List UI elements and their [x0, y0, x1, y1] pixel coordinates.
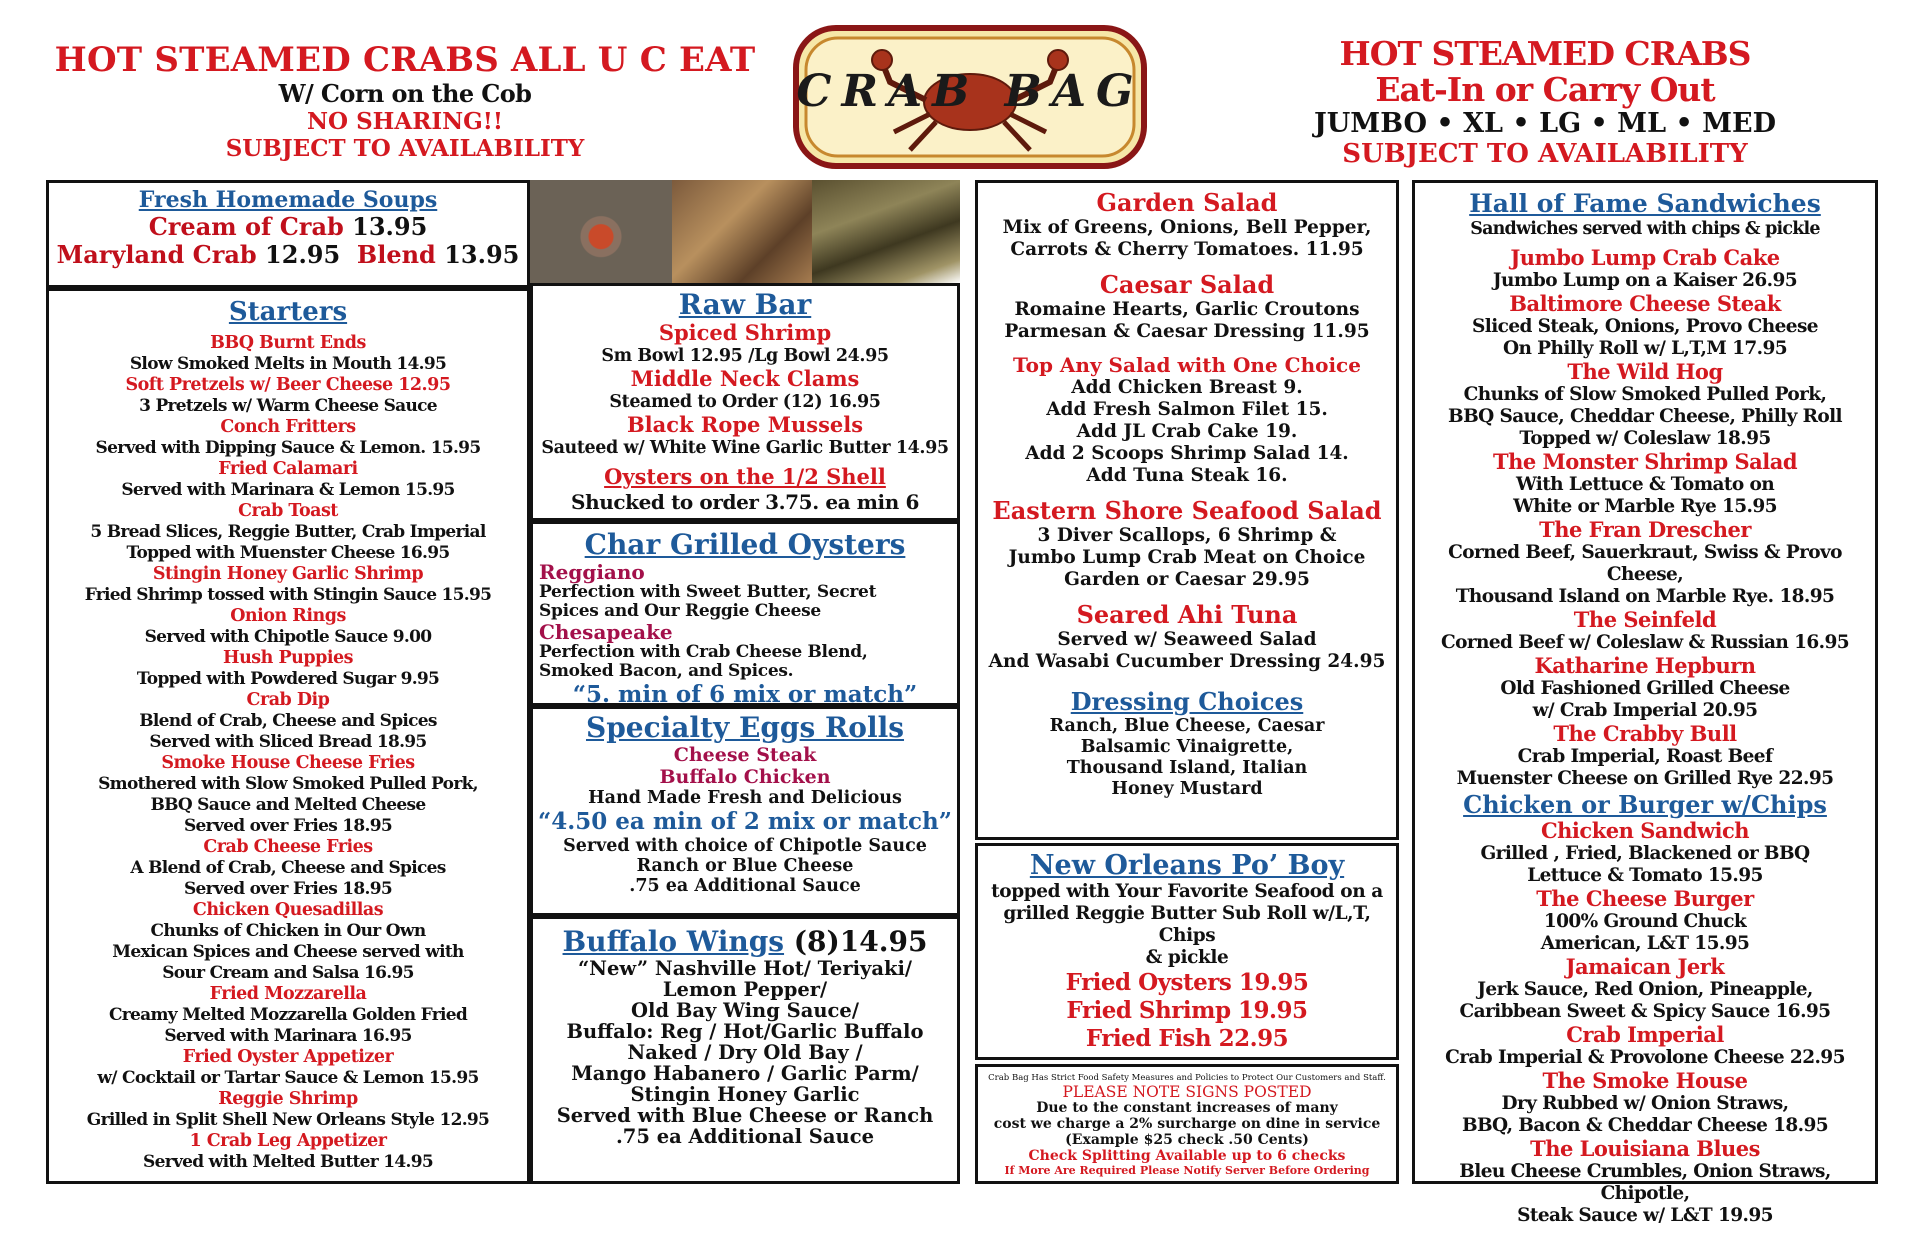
item-desc: Thousand Island, Italian: [1066, 758, 1308, 778]
item-desc: Balsamic Vinaigrette,: [1080, 737, 1294, 757]
item-name: Buffalo Chicken: [659, 766, 831, 788]
wings-list: [533, 958, 957, 1147]
item-desc: Old Fashioned Grilled Cheese: [1500, 678, 1790, 699]
item-desc: Topped with Muenster Cheese 16.95: [126, 543, 450, 563]
item-name: Middle Neck Clams: [630, 366, 860, 391]
item-desc: Muenster Cheese on Grilled Rye 22.95: [1456, 768, 1834, 789]
item-desc: Served with choice of Chipotle Sauce: [563, 836, 927, 856]
wings-line: Lemon Pepper/: [662, 978, 828, 1001]
item-name: Spiced Shrimp: [658, 320, 832, 345]
item-name: The Fran Drescher: [1539, 517, 1751, 542]
item-desc: 5 Bread Slices, Reggie Butter, Crab Imperial: [90, 522, 486, 542]
item-name: 1 Crab Leg Appetizer: [189, 1131, 387, 1151]
item-desc: w/ Cocktail or Tartar Sauce & Lemon 15.95: [97, 1068, 479, 1088]
item-desc: Sliced Steak, Onions, Provo Cheese: [1472, 316, 1818, 337]
soup-price: 12.95: [265, 240, 341, 269]
wings-line: Stingin Honey Garlic: [630, 1083, 860, 1106]
item-desc: .75 ea Additional Sauce: [629, 876, 861, 896]
sandwich-item: [1415, 1069, 1875, 1137]
item-desc: grilled Reggie Butter Sub Roll w/L,T, Chips: [1003, 903, 1371, 946]
starter-item: [49, 690, 527, 753]
item-name: Crab Toast: [238, 501, 338, 521]
header-right-line1: HOT STEAMED CRABS: [1339, 34, 1751, 73]
item-name: Crab Imperial: [1566, 1022, 1724, 1047]
ahi-tuna-title: Seared Ahi Tuna: [1076, 600, 1298, 629]
item-desc: Spices and Our Reggie Cheese: [539, 601, 821, 621]
wings-line: “New” Nashville Hot/ Teriyaki/: [577, 957, 913, 980]
raw-bar-item: [533, 321, 957, 367]
poboy-section: [975, 843, 1399, 1060]
item-desc: Hand Made Fresh and Delicious: [588, 788, 902, 808]
item-desc: 3 Diver Scallops, 6 Shrimp &: [1037, 525, 1337, 546]
item-desc: Crab Imperial & Provolone Cheese 22.95: [1445, 1047, 1845, 1068]
garden-salad-title: Garden Salad: [1096, 188, 1278, 217]
poboy-item: Fried Fish 22.95: [1085, 1025, 1289, 1052]
sandwich-item: [1415, 246, 1875, 292]
notice-line: Crab Bag Has Strict Food Safety Measures and Policies to Protect Our Customers and Staff.: [988, 1073, 1386, 1083]
wings-line: Mango Habanero / Garlic Parm/: [571, 1062, 919, 1085]
header-right-line2: Eat-In or Carry Out: [1375, 70, 1715, 109]
sandwich-item: [1415, 1023, 1875, 1069]
item-desc: Fried Shrimp tossed with Stingin Sauce 15.95: [84, 585, 492, 605]
item-name: Reggie Shrimp: [218, 1089, 358, 1109]
item-desc: On Philly Roll w/ L,T,M 17.95: [1502, 338, 1788, 359]
item-desc: Parmesan & Caesar Dressing 11.95: [1004, 321, 1370, 342]
item-name: Hush Puppies: [223, 648, 353, 668]
poboy-item: Fried Shrimp 19.95: [1066, 997, 1308, 1024]
soup-line-1: [49, 213, 527, 241]
item-name: BBQ Burnt Ends: [210, 333, 366, 353]
item-desc: Carrots & Cherry Tomatoes. 11.95: [1010, 239, 1364, 260]
item-name: Crab Cheese Fries: [203, 837, 373, 857]
item-desc: Romaine Hearts, Garlic Croutons: [1014, 299, 1360, 320]
notice-line: Due to the constant increases of many: [1036, 1100, 1338, 1116]
item-desc: Chunks of Chicken in Our Own: [150, 921, 426, 941]
egg-rolls-note: “4.50 ea min of 2 mix or match”: [538, 808, 952, 835]
raw-bar-item: [533, 367, 957, 413]
soups-section: [46, 180, 530, 288]
soup-name: Blend: [356, 240, 436, 269]
sandwich-item: [1415, 608, 1875, 654]
oyster-photo-part: [812, 180, 960, 283]
sandwich-item: [1415, 292, 1875, 360]
item-desc: With Lettuce & Tomato on: [1515, 474, 1775, 495]
item-desc: Corned Beef, Sauerkraut, Swiss & Provo Cheese,: [1448, 542, 1842, 585]
eastern-shore-title: Eastern Shore Seafood Salad: [992, 496, 1382, 525]
raw-bar-title: Raw Bar: [678, 288, 812, 321]
wings-line: Served with Blue Cheese or Ranch: [556, 1104, 934, 1127]
egg-rolls-section: [530, 706, 960, 916]
item-desc: Thousand Island on Marble Rye. 18.95: [1455, 586, 1835, 607]
item-desc: American, L&T 15.95: [1540, 933, 1750, 954]
header-left-line3: NO SHARING!!: [307, 108, 503, 135]
item-name: The Louisiana Blues: [1530, 1136, 1760, 1161]
sandwich-item: [1415, 360, 1875, 450]
item-desc: BBQ Sauce, Cheddar Cheese, Philly Roll: [1448, 406, 1842, 427]
sandwiches-section: [1412, 180, 1878, 1226]
logo-text: CRAB BAG: [796, 66, 1144, 117]
poboy-item: Fried Oysters 19.95: [1065, 969, 1309, 996]
item-desc: Creamy Melted Mozzarella Golden Fried: [108, 1005, 468, 1025]
sandwiches-subtitle: Sandwiches served with chips & pickle: [1470, 219, 1820, 239]
item-name: Onion Rings: [230, 606, 346, 626]
notice-line: If More Are Required Please Notify Server Before Ordering: [1004, 1164, 1370, 1177]
item-name: Fried Oyster Appetizer: [182, 1047, 394, 1067]
sandwich-item: [1415, 518, 1875, 608]
item-desc: Topped with Powdered Sugar 9.95: [136, 669, 440, 689]
item-desc: Grilled , Fried, Blackened or BBQ: [1480, 843, 1810, 864]
chicken-burger-title: Chicken or Burger w/Chips: [1463, 790, 1827, 819]
item-desc: Slow Smoked Melts in Mouth 14.95: [129, 354, 447, 374]
item-desc: Perfection with Sweet Butter, Secret: [539, 582, 877, 602]
starter-item: [49, 606, 527, 648]
soup-line-2: [49, 241, 527, 269]
soup-price: 13.95: [352, 212, 428, 241]
item-name: Cheese Steak: [673, 744, 817, 766]
item-name: Jumbo Lump Crab Cake: [1510, 245, 1780, 270]
notice-line: (Example $25 check .50 Cents): [1065, 1132, 1309, 1148]
item-desc: Shucked to order 3.75. ea min 6: [571, 490, 919, 514]
sandwich-item: [1415, 887, 1875, 955]
sandwich-item: [1415, 654, 1875, 722]
sandwich-list: [1415, 246, 1875, 790]
header-left: [40, 40, 770, 162]
item-desc: Served with Dipping Sauce & Lemon. 15.95: [95, 438, 481, 458]
starter-item: [49, 753, 527, 837]
starter-item: [49, 459, 527, 501]
item-desc: Lettuce & Tomato 15.95: [1527, 865, 1763, 886]
sandwich-item: [1415, 1137, 1875, 1227]
starter-item: [49, 375, 527, 417]
item-name: Crab Dip: [246, 690, 330, 710]
item-desc: White or Marble Rye 15.95: [1513, 496, 1777, 517]
item-desc: Corned Beef w/ Coleslaw & Russian 16.95: [1441, 632, 1849, 653]
item-desc: Steamed to Order (12) 16.95: [609, 392, 881, 412]
item-desc: Grilled in Split Shell New Orleans Style 12.95: [86, 1110, 490, 1130]
starter-item: [49, 837, 527, 900]
starter-item: [49, 1089, 527, 1131]
header-right-line4: SUBJECT TO AVAILABILITY: [1342, 139, 1748, 169]
item-desc: Sour Cream and Salsa 16.95: [162, 963, 414, 983]
item-desc: Ranch, Blue Cheese, Caesar: [1049, 716, 1325, 736]
starter-item: [49, 984, 527, 1047]
item-desc: Jerk Sauce, Red Onion, Pineapple,: [1477, 979, 1813, 1000]
item-desc: Caribbean Sweet & Spicy Sauce 16.95: [1459, 1001, 1831, 1022]
notice-section: [975, 1064, 1399, 1184]
item-desc: Smothered with Slow Smoked Pulled Pork,: [98, 774, 478, 794]
item-name: Reggiano: [539, 560, 645, 584]
chicken-list: [1415, 819, 1875, 1227]
toppers-list: [978, 377, 1396, 487]
soup-price: 13.95: [444, 240, 520, 269]
item-desc: Served with Marinara 16.95: [164, 1026, 412, 1046]
item-desc: Honey Mustard: [1111, 779, 1263, 799]
wings-line: Naked / Dry Old Bay /: [627, 1041, 863, 1064]
item-name: The Crabby Bull: [1553, 721, 1737, 746]
item-desc: Jumbo Lump on a Kaiser 26.95: [1492, 270, 1798, 291]
item-name: The Smoke House: [1542, 1068, 1748, 1093]
item-desc: Chunks of Slow Smoked Pulled Pork,: [1463, 384, 1827, 405]
item-desc: Bleu Cheese Crumbles, Onion Straws, Chipotle,: [1459, 1161, 1831, 1204]
item-name: Chesapeake: [539, 620, 673, 644]
item-desc: Crab Imperial, Roast Beef: [1517, 746, 1773, 767]
topper-item: Add Tuna Steak 16.: [1086, 465, 1288, 486]
sandwiches-title: Hall of Fame Sandwiches: [1469, 189, 1821, 218]
item-desc: Mix of Greens, Onions, Bell Pepper,: [1002, 217, 1372, 238]
item-name: Oysters on the 1/2 Shell: [604, 464, 886, 489]
sandwich-item: [1415, 450, 1875, 518]
starters-list: [49, 333, 527, 1173]
raw-bar-section: [530, 283, 960, 521]
wings-line: Old Bay Wing Sauce/: [631, 999, 859, 1022]
item-desc: 100% Ground Chuck: [1543, 911, 1747, 932]
soups-title: Fresh Homemade Soups: [138, 187, 438, 213]
soup-name: Cream of Crab: [148, 212, 344, 241]
topper-item: Add Fresh Salmon Filet 15.: [1046, 399, 1328, 420]
item-desc: Dry Rubbed w/ Onion Straws,: [1501, 1093, 1789, 1114]
item-desc: Jumbo Lump Crab Meat on Choice: [1008, 547, 1366, 568]
item-desc: Blend of Crab, Cheese and Spices: [139, 711, 437, 731]
header-right-line3: JUMBO • XL • LG • ML • MED: [1313, 108, 1776, 139]
starter-item: [49, 1047, 527, 1089]
header-left-title: HOT STEAMED CRABS ALL U C EAT: [54, 40, 756, 80]
item-name: The Monster Shrimp Salad: [1492, 449, 1798, 474]
item-desc: w/ Crab Imperial 20.95: [1532, 700, 1758, 721]
char-grilled-title: Char Grilled Oysters: [584, 528, 906, 561]
item-name: Soft Pretzels w/ Beer Cheese 12.95: [125, 375, 451, 395]
starters-title: Starters: [228, 297, 348, 327]
starters-section: [46, 288, 530, 1184]
buffalo-wings-section: [530, 916, 960, 1184]
crab-bag-logo: [790, 22, 1150, 172]
item-desc: 3 Pretzels w/ Warm Cheese Sauce: [139, 396, 437, 416]
item-desc: Sm Bowl 12.95 /Lg Bowl 24.95: [601, 346, 889, 366]
egg-rolls-title: Specialty Eggs Rolls: [585, 711, 905, 744]
item-desc: BBQ, Bacon & Cheddar Cheese 18.95: [1461, 1115, 1829, 1136]
wings-title: [533, 925, 957, 958]
wings-title-text: Buffalo Wings: [562, 925, 785, 958]
item-desc: Served w/ Seaweed Salad: [1057, 629, 1317, 650]
item-desc: Topped w/ Coleslaw 18.95: [1519, 428, 1771, 449]
char-grilled-section: [530, 521, 960, 706]
item-name: Conch Fritters: [220, 417, 356, 437]
soup-name: Maryland Crab: [56, 240, 257, 269]
item-name: Chicken Sandwich: [1540, 818, 1750, 843]
sandwich-item: [1415, 722, 1875, 790]
item-name: Smoke House Cheese Fries: [161, 753, 415, 773]
topper-item: Add Chicken Breast 9.: [1071, 377, 1303, 398]
starter-item: [49, 648, 527, 690]
item-desc: & pickle: [1145, 947, 1229, 968]
starter-item: [49, 1131, 527, 1173]
notice-line: PLEASE NOTE SIGNS POSTED: [1062, 1083, 1312, 1101]
item-desc: A Blend of Crab, Cheese and Spices: [130, 858, 446, 878]
item-desc: Served with Chipotle Sauce 9.00: [144, 627, 432, 647]
dressing-title: Dressing Choices: [1070, 687, 1304, 716]
starter-item: [49, 333, 527, 375]
sandwich-item: [1415, 819, 1875, 887]
item-desc: Perfection with Crab Cheese Blend,: [539, 642, 868, 662]
topper-title: Top Any Salad with One Choice: [1013, 353, 1361, 377]
item-desc: Steak Sauce w/ L&T 19.95: [1517, 1205, 1773, 1226]
poboy-title: New Orleans Po’ Boy: [1029, 850, 1345, 881]
raw-bar-item: [533, 413, 957, 459]
item-name: The Seinfeld: [1573, 607, 1717, 632]
item-name: The Wild Hog: [1567, 359, 1723, 384]
item-name: The Cheese Burger: [1536, 886, 1754, 911]
item-desc: Served over Fries 18.95: [183, 879, 393, 899]
wings-line: .75 ea Additional Sauce: [616, 1125, 874, 1148]
starter-item: [49, 564, 527, 606]
item-name: Baltimore Cheese Steak: [1509, 291, 1781, 316]
char-grilled-note: “5. min of 6 mix or match”: [572, 681, 918, 708]
topper-item: Add 2 Scoops Shrimp Salad 14.: [1025, 443, 1349, 464]
notice-line: Check Splitting Available up to 6 checks: [1028, 1148, 1346, 1164]
item-desc: Served with Sliced Bread 18.95: [149, 732, 427, 752]
header-left-line4: SUBJECT TO AVAILABILITY: [225, 135, 585, 162]
caesar-salad-title: Caesar Salad: [1099, 270, 1275, 299]
sandwich-item: [1415, 955, 1875, 1023]
raw-bar-item: [533, 465, 957, 515]
item-name: Fried Mozzarella: [209, 984, 367, 1004]
item-desc: BBQ Sauce and Melted Cheese: [150, 795, 426, 815]
item-desc: And Wasabi Cucumber Dressing 24.95: [988, 651, 1386, 672]
item-desc: Smoked Bacon, and Spices.: [539, 661, 794, 681]
wings-line: Buffalo: Reg / Hot/Garlic Buffalo: [566, 1020, 924, 1043]
item-name: Stingin Honey Garlic Shrimp: [152, 564, 424, 584]
item-desc: Mexican Spices and Cheese served with: [112, 942, 464, 962]
salads-section: [975, 180, 1399, 840]
oyster-photo: [530, 180, 960, 283]
starter-item: [49, 501, 527, 564]
item-desc: Served over Fries 18.95: [183, 816, 393, 836]
item-desc: topped with Your Favorite Seafood on a: [991, 881, 1383, 902]
starter-item: [49, 900, 527, 984]
oyster-photo-part: [672, 180, 812, 283]
topper-item: Add JL Crab Cake 19.: [1076, 421, 1298, 442]
item-name: Fried Calamari: [218, 459, 358, 479]
item-name: Black Rope Mussels: [626, 412, 864, 437]
header-right: [1260, 36, 1830, 168]
oyster-photo-part: [530, 180, 672, 283]
item-desc: Garden or Caesar 29.95: [1064, 569, 1310, 590]
item-desc: Served with Marinara & Lemon 15.95: [121, 480, 455, 500]
item-desc: Sauteed w/ White Wine Garlic Butter 14.95: [541, 438, 949, 458]
item-name: Chicken Quesadillas: [192, 900, 384, 920]
item-desc: Served with Melted Butter 14.95: [143, 1152, 433, 1172]
item-name: Katharine Hepburn: [1534, 653, 1756, 678]
notice-line: cost we charge a 2% surcharge on dine in service: [993, 1116, 1381, 1132]
item-name: Jamaican Jerk: [1565, 954, 1725, 979]
item-desc: Ranch or Blue Cheese: [636, 856, 854, 876]
wings-price: (8)14.95: [793, 925, 928, 958]
starter-item: [49, 417, 527, 459]
header-left-line2: W/ Corn on the Cob: [278, 79, 532, 108]
